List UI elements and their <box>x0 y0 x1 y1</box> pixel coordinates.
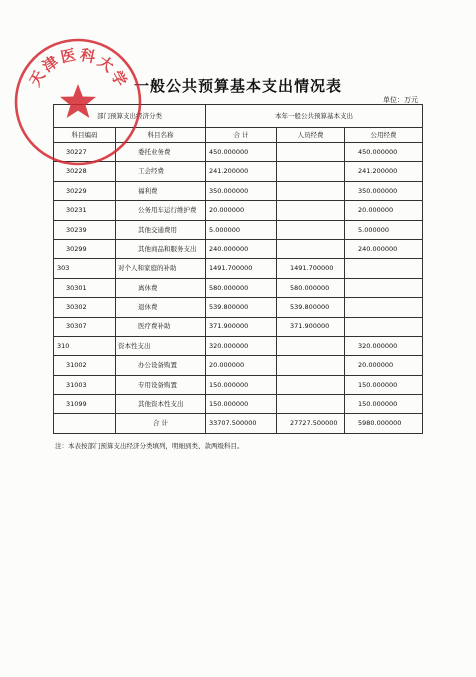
cell-public: 150.000000 <box>345 375 423 394</box>
cell-personnel <box>277 239 345 258</box>
cell-name: 对个人和家庭的补助 <box>116 259 206 278</box>
unit-label: 单位：万元 <box>383 96 418 104</box>
cell-code: 30301 <box>54 278 116 297</box>
cell-code: 30299 <box>54 239 116 258</box>
cell-total: 20.000000 <box>206 201 277 220</box>
cell-total: 580.000000 <box>206 278 277 297</box>
cell-name: 委托业务费 <box>116 143 206 162</box>
cell-total: 241.200000 <box>206 162 277 181</box>
cell-name: 工会经费 <box>116 162 206 181</box>
cell-public: 320.000000 <box>345 336 423 355</box>
cell-code: 31099 <box>54 395 116 414</box>
cell-code: 30307 <box>54 317 116 336</box>
budget-table <box>53 104 423 434</box>
cell-code: 30231 <box>54 201 116 220</box>
cell-code: 30228 <box>54 162 116 181</box>
cell-public: 350.000000 <box>345 181 423 200</box>
cell-name: 办公设备购置 <box>116 356 206 375</box>
table-row <box>54 336 423 355</box>
cell-total: 450.000000 <box>206 143 277 162</box>
cell-total: 240.000000 <box>206 239 277 258</box>
table-row <box>54 220 423 239</box>
page-title: 一般公共预算基本支出情况表 <box>133 77 342 95</box>
table-row <box>54 375 423 394</box>
cell-total: 5.000000 <box>206 220 277 239</box>
cell-name: 其他资本性支出 <box>116 395 206 414</box>
header-basic-expenditure: 本年一般公共预算基本支出 <box>206 105 423 128</box>
table-header-row-1 <box>54 105 423 128</box>
cell-name: 资本性支出 <box>116 336 206 355</box>
cell-grand-total: 33707.500000 <box>206 414 277 433</box>
seal-character: 天 <box>25 67 49 90</box>
column-header-total: 合 计 <box>206 128 277 143</box>
cell-code: 303 <box>54 259 116 278</box>
cell-personnel <box>277 395 345 414</box>
column-header-code: 科目编码 <box>54 128 116 143</box>
table-row <box>54 356 423 375</box>
cell-public: 150.000000 <box>345 395 423 414</box>
cell-total: 150.000000 <box>206 375 277 394</box>
cell-code: 310 <box>54 336 116 355</box>
cell-personnel <box>277 201 345 220</box>
cell-personnel <box>277 356 345 375</box>
cell-name: 专用设备购置 <box>116 375 206 394</box>
cell-code: 31002 <box>54 356 116 375</box>
cell-grand-public: 5980.000000 <box>345 414 423 433</box>
cell-personnel: 580.000000 <box>277 278 345 297</box>
cell-name: 离休费 <box>116 278 206 297</box>
table-row <box>54 201 423 220</box>
cell-code: 30239 <box>54 220 116 239</box>
cell-total: 1491.700000 <box>206 259 277 278</box>
cell-public: 240.000000 <box>345 239 423 258</box>
table-row <box>54 259 423 278</box>
cell-name: 退休费 <box>116 298 206 317</box>
cell-grand-personnel: 27727.500000 <box>277 414 345 433</box>
cell-personnel: 539.800000 <box>277 298 345 317</box>
table-row <box>54 181 423 200</box>
table-row <box>54 143 423 162</box>
cell-personnel: 371.900000 <box>277 317 345 336</box>
seal-character: 科 <box>78 45 98 67</box>
cell-personnel: 1491.700000 <box>277 259 345 278</box>
footnote: 注：本表按部门预算支出经济分类填列，明细到类、款两级科目。 <box>55 442 244 450</box>
cell-public: 241.200000 <box>345 162 423 181</box>
total-row <box>54 414 423 433</box>
table-row <box>54 278 423 297</box>
column-header-public: 公用经费 <box>345 128 423 143</box>
seal-character: 学 <box>107 67 131 90</box>
table-header-row-2 <box>54 128 423 143</box>
seal-character: 大 <box>94 52 117 76</box>
total-label: 合 计 <box>116 414 206 433</box>
table-row <box>54 239 423 258</box>
cell-personnel <box>277 375 345 394</box>
cell-name: 公务用车运行维护费 <box>116 201 206 220</box>
header-economic-classification: 部门预算支出经济分类 <box>54 105 206 128</box>
cell-total: 320.000000 <box>206 336 277 355</box>
cell-personnel <box>277 162 345 181</box>
cell-personnel <box>277 143 345 162</box>
cell-name: 福利费 <box>116 181 206 200</box>
cell-public <box>345 259 423 278</box>
cell-public: 450.000000 <box>345 143 423 162</box>
cell-code: 30229 <box>54 181 116 200</box>
cell-total: 539.800000 <box>206 298 277 317</box>
cell-public: 5.000000 <box>345 220 423 239</box>
cell-code: 31003 <box>54 375 116 394</box>
cell-name: 其他交通费用 <box>116 220 206 239</box>
seal-character: 医 <box>58 45 78 67</box>
cell-total-blank <box>54 414 116 433</box>
cell-code: 30227 <box>54 143 116 162</box>
cell-total: 371.900000 <box>206 317 277 336</box>
table-row <box>54 317 423 336</box>
cell-personnel <box>277 220 345 239</box>
column-header-personnel: 人员经费 <box>277 128 345 143</box>
cell-public <box>345 317 423 336</box>
cell-total: 350.000000 <box>206 181 277 200</box>
table-row <box>54 162 423 181</box>
table-row <box>54 298 423 317</box>
cell-total: 20.000000 <box>206 356 277 375</box>
cell-name: 医疗费补助 <box>116 317 206 336</box>
table-row <box>54 395 423 414</box>
cell-name: 其他商品和服务支出 <box>116 239 206 258</box>
cell-personnel <box>277 181 345 200</box>
cell-total: 150.000000 <box>206 395 277 414</box>
cell-personnel <box>277 336 345 355</box>
cell-public <box>345 278 423 297</box>
column-header-name: 科目名称 <box>116 128 206 143</box>
cell-public: 20.000000 <box>345 201 423 220</box>
cell-public: 20.000000 <box>345 356 423 375</box>
seal-character: 津 <box>39 52 62 76</box>
cell-public <box>345 298 423 317</box>
cell-code: 30302 <box>54 298 116 317</box>
